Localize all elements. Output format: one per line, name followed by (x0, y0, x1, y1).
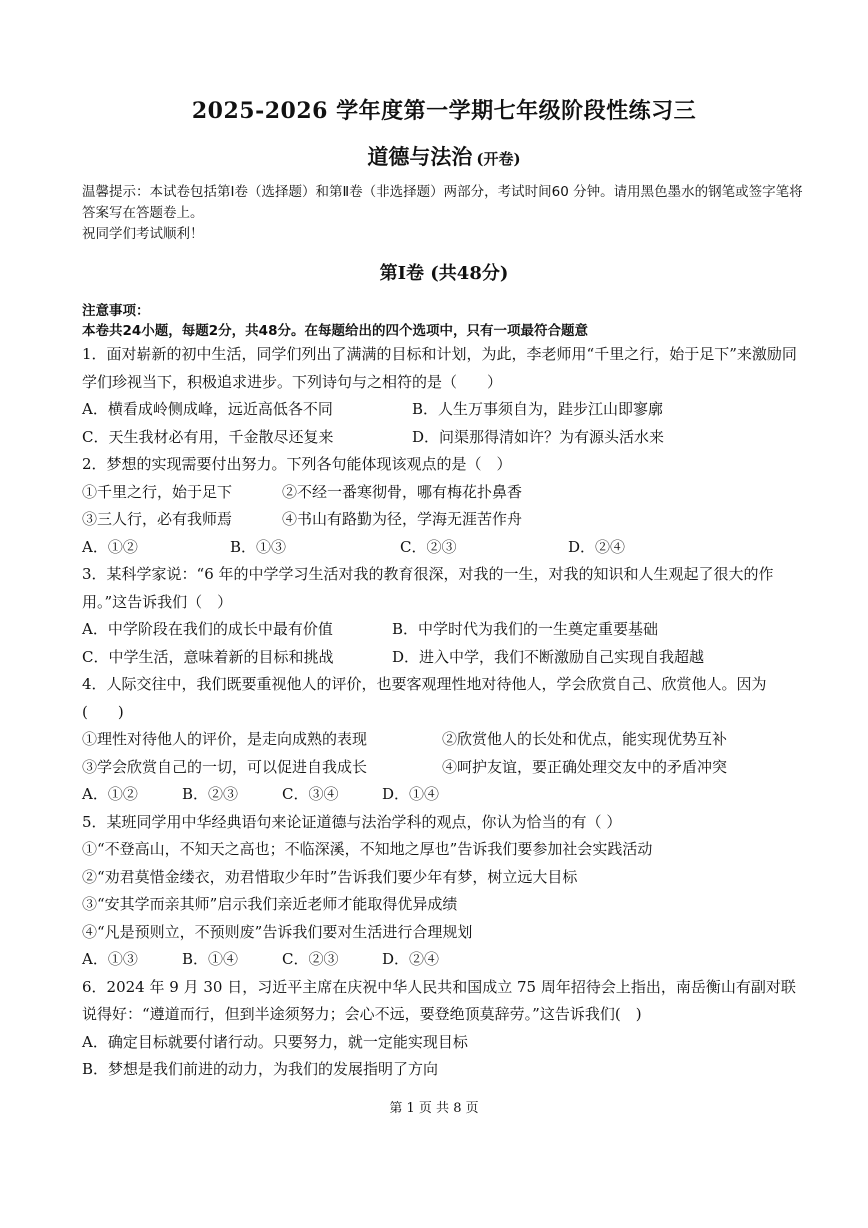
question-4-statement-4: ④呵护友谊，要正确处理交友中的矛盾冲突 (442, 757, 728, 776)
page-number: 第 1 页 共 8 页 (389, 1101, 479, 1116)
question-1-option-d: D．问渠那得清如许？为有源头活水来 (412, 427, 665, 446)
question-1-options-cd (82, 424, 806, 452)
question-5-option-d: D．②④ (382, 950, 440, 968)
notice-text: 温馨提示：本试卷包括第Ⅰ卷（选择题）和第Ⅱ卷（非选择题）两部分，考试时间60 分钟。请用黑色墨水的钢笔或签字笔将答案写在答题卷上。 (82, 184, 803, 221)
question-2-statement-3: ③三人行，必有我师焉 (82, 510, 233, 528)
question-2-statement-4: ④书山有路勤为径，学海无涯苦作舟 (282, 510, 523, 528)
question-4-stem: 4．人际交往中，我们既要重视他人的评价，也要客观理性地对待他人，学会欣赏自己、欣赏他人。因为( ) (82, 675, 767, 721)
exam-subject (82, 140, 806, 174)
question-2-option-d: D．②④ (568, 537, 626, 556)
question-1-options-ab (82, 396, 806, 424)
question-3-option-a: A．中学阶段在我们的成长中最有价值 (82, 620, 333, 638)
section-title: 第Ⅰ卷 (共48分) (379, 263, 509, 284)
question-5-option-a: A．①③ (82, 950, 138, 968)
question-5-option-b: B．①④ (182, 950, 239, 968)
question-3-stem: 3．某科学家说：“6 年的中学学习生活对我的教育很深，对我的一生，对我的知识和人生观起了很大的作用。”这告诉我们（ ） (82, 565, 774, 611)
question-2-statement-1: ①千里之行，始于足下 (82, 482, 233, 501)
question-1-option-a: A．横看成岭侧成峰，远近高低各不同 (82, 400, 333, 418)
question-2-options (82, 534, 806, 562)
question-4-statement-3: ③学会欣赏自己的一切，可以促进自我成长 (82, 757, 368, 776)
question-1-option-b: B．人生万事须自为，跬步江山即寥廓 (412, 400, 664, 418)
question-4-option-b: B．②③ (182, 785, 239, 803)
question-4-statement-2: ②欣赏他人的长处和优点，能实现优势互补 (442, 730, 728, 748)
question-4-option-a: A．①② (82, 785, 138, 803)
question-6-option-b: B．梦想是我们前进的动力，为我们的发展指明了方向 (82, 1060, 439, 1078)
question-3-option-b: B．中学时代为我们的一生奠定重要基础 (392, 620, 659, 638)
instructions-text: 本卷共24小题，每题2分，共48分。在每题给出的四个选项中，只有一项最符合题意 (82, 323, 588, 339)
exam-title: 2025-2026 学年度第一学期七年级阶段性练习三 (191, 98, 697, 124)
question-2-statement-2: ②不经一番寒彻骨，哪有梅花扑鼻香 (282, 482, 523, 501)
question-2-option-c: C．②③ (400, 537, 457, 556)
question-2-statements-34 (82, 506, 806, 534)
question-6-stem: 6．2024 年 9 月 30 日，习近平主席在庆祝中华人民共和国成立 75 周年招待会上指出，南岳衡山有副对联说得好：“遵道而行，但到半途须努力；会心不远，要登绝顶莫辞劳。”这告诉我们( ) (82, 977, 796, 1023)
question-5-stem: 5．某班同学用中华经典语句来论证道德与法治学科的观点，你认为恰当的有（ ） (82, 812, 622, 831)
question-1-stem: 1．面对崭新的初中生活，同学们列出了满满的目标和计划，为此，李老师用“千里之行，始于足下”来激励同学们珍视当下，积极追求进步。下列诗句与之相符的是（ ） (82, 345, 797, 391)
question-2-statements-12 (82, 479, 806, 507)
instructions-heading: 注意事项： (82, 303, 150, 319)
question-2-stem: 2．梦想的实现需要付出努力。下列各句能体现该观点的是（ ） (82, 455, 512, 473)
question-5-option-c: C．②③ (282, 950, 339, 968)
question-1-option-c: C．天生我材必有用，千金散尽还复来 (82, 427, 334, 446)
question-5-statement-1: ①“不登高山，不知天之高也；不临深溪，不知地之厚也”告诉我们要参加社会实践活动 (82, 840, 653, 858)
question-6-option-a: A．确定目标就要付诸行动。只要努力，就一定能实现目标 (82, 1032, 468, 1051)
question-4-option-c: C．③④ (282, 785, 339, 803)
subject-name: 道德与法治 (367, 144, 473, 169)
question-4-statements-34 (82, 754, 806, 782)
question-3-options-cd (82, 644, 806, 672)
question-4-options (82, 781, 806, 809)
notice-block (82, 182, 806, 245)
question-4-option-d: D．①④ (382, 785, 440, 803)
question-3-options-ab (82, 616, 806, 644)
question-5-statement-2: ②“劝君莫惜金缕衣，劝君惜取少年时”告诉我们要少年有梦，树立远大目标 (82, 867, 578, 886)
question-2-option-b: B．①③ (230, 537, 287, 556)
question-5-statement-3: ③“安其学而亲其师”启示我们亲近老师才能取得优异成绩 (82, 895, 458, 913)
subject-note: (开卷) (476, 150, 521, 168)
question-2-option-a: A．①② (82, 537, 138, 556)
question-3-option-d: D．进入中学，我们不断激励自己实现自我超越 (392, 647, 705, 666)
question-3-option-c: C．中学生活，意味着新的目标和挑战 (82, 647, 334, 666)
question-4-statement-1: ①理性对待他人的评价，是走向成熟的表现 (82, 730, 368, 748)
question-5-statement-4: ④“凡是预则立，不预则废”告诉我们要对生活进行合理规划 (82, 922, 473, 941)
question-4-statements-12 (82, 726, 806, 754)
question-5-options (82, 946, 806, 974)
notice-wish: 祝同学们考试顺利！ (82, 226, 204, 242)
